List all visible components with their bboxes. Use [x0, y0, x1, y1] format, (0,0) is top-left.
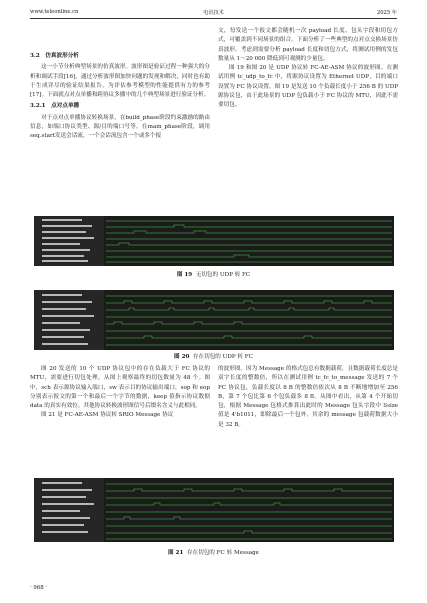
page-number: · 968 · — [30, 585, 48, 591]
waveform-image — [34, 478, 394, 542]
section-heading: 3.2 仿真波形分析 — [30, 53, 79, 59]
figure-20-caption — [0, 352, 427, 360]
journal-url: www.teleonline.cn — [30, 9, 79, 15]
journal-name: 电讯技术 — [203, 10, 224, 16]
paragraph: 文，每发送一个报文都会随机一次 payload 长度、包头字段和切包方式，可覆盖到不同场景的组合。下面分析了一些典型的点对点交换场景仿真波形。考虑到需要分析 payload 长度和切包方式，将测试用例的发包数量从 1～20 000 降低到可观测的少量包。 — [218, 28, 398, 62]
paragraph: 这一小节分析典型场景的仿真波形。波形图是验证过程一种强大的分析和调试手段[16]，通过分析波形图加快问题的发现和解决，同时也有助于生成详尽的验证结果报告，为评估参考模型的性能提供有力的参考[17]。下面就点对点单播和跨协议多播中的几个典型场景进行验证分析。 — [30, 64, 210, 99]
caption-number: 图 21 — [168, 550, 184, 556]
lower-left-column — [30, 365, 210, 421]
running-header — [30, 8, 397, 19]
lower-right-column — [218, 365, 398, 430]
caption-number: 图 20 — [174, 354, 190, 360]
figure-19-caption — [0, 270, 427, 278]
paragraph: 图 20 发送的 10 个 UDP 协议包中的存在负载大于 FC 协议的 MTU，需要进行切包处理，从图上观察最终的切包数量为 48 个。图中，sch 表示源协议输入端口，sw 表示目的协议输出端口，sop 和 eop 分别表示报文的第一个和最后一个字节的数据，keep 值指示协议数据 data 的真实有效位。其他协议转换波形图信号后缀名含义与此相同。 — [30, 366, 210, 410]
right-column — [218, 27, 398, 111]
waveform-image — [34, 290, 394, 350]
caption-text: 存在切包的 FC 转 Message — [186, 550, 259, 556]
paragraph: 的波形图。因为 Message 的格式包总有数据载荷，且数据载荷长度总是双字长度的整数倍，所以在测试用例 tc_fc_to_message 发送的 7 个 FC 协议包，负载长度以 8 B 的整数倍依次从 8 B 不断地增加至 256 B，第 7 个包比第 6 个包负载多 8 B。从图中看出，从第 4 个开始切包，根据 Message 包格式推算出此时的 Message 包头字段中 Ssize 值是 4'b1011，即除最后一个包外，其余的 message 包载荷数据大小是 32 B。 — [218, 366, 398, 428]
paragraph: 图 21 是 FC-AE-ASM 协议转 SRIO Message 协议 — [41, 412, 174, 419]
waveform-image — [34, 216, 394, 266]
figure-20-waveform — [34, 290, 394, 350]
caption-number: 图 19 — [176, 272, 193, 278]
figure-21-caption — [0, 548, 427, 556]
caption-text: 存在切包的 UDP 转 FC — [192, 354, 253, 360]
figure-21-waveform — [34, 478, 394, 542]
subsection-heading: 3.2.1 点对点单播 — [30, 103, 80, 110]
caption-text: 无切包的 UDP 转 FC — [195, 272, 251, 278]
left-column — [30, 52, 210, 142]
paragraph: 图 19 和图 20 是 UDP 协议转 FC-AE-ASM 协议的波形图。在测试用例 tc_udp_to_fc 中，将源协议设置为 Ethernet UDP，目的端口设置为 FC 协议设置。图 19 是发送 10 个负载长度小于 256 B 的 UDP 源协议包，由于此场景的 UDP 包负载小于 FC 协议的 MTU，因此不需要切包。 — [218, 65, 398, 109]
journal-year: 2025 年 — [376, 10, 397, 16]
figure-19-waveform — [34, 216, 394, 266]
paragraph: 对于点对点单播协议转换场景，在build_phase阶段约束激励的路由信息，如端口协议类型、源/目的端口号等。在main_phase阶段，调用seq.start发送会话流，一个会话流包含一个或多个报 — [30, 114, 210, 140]
